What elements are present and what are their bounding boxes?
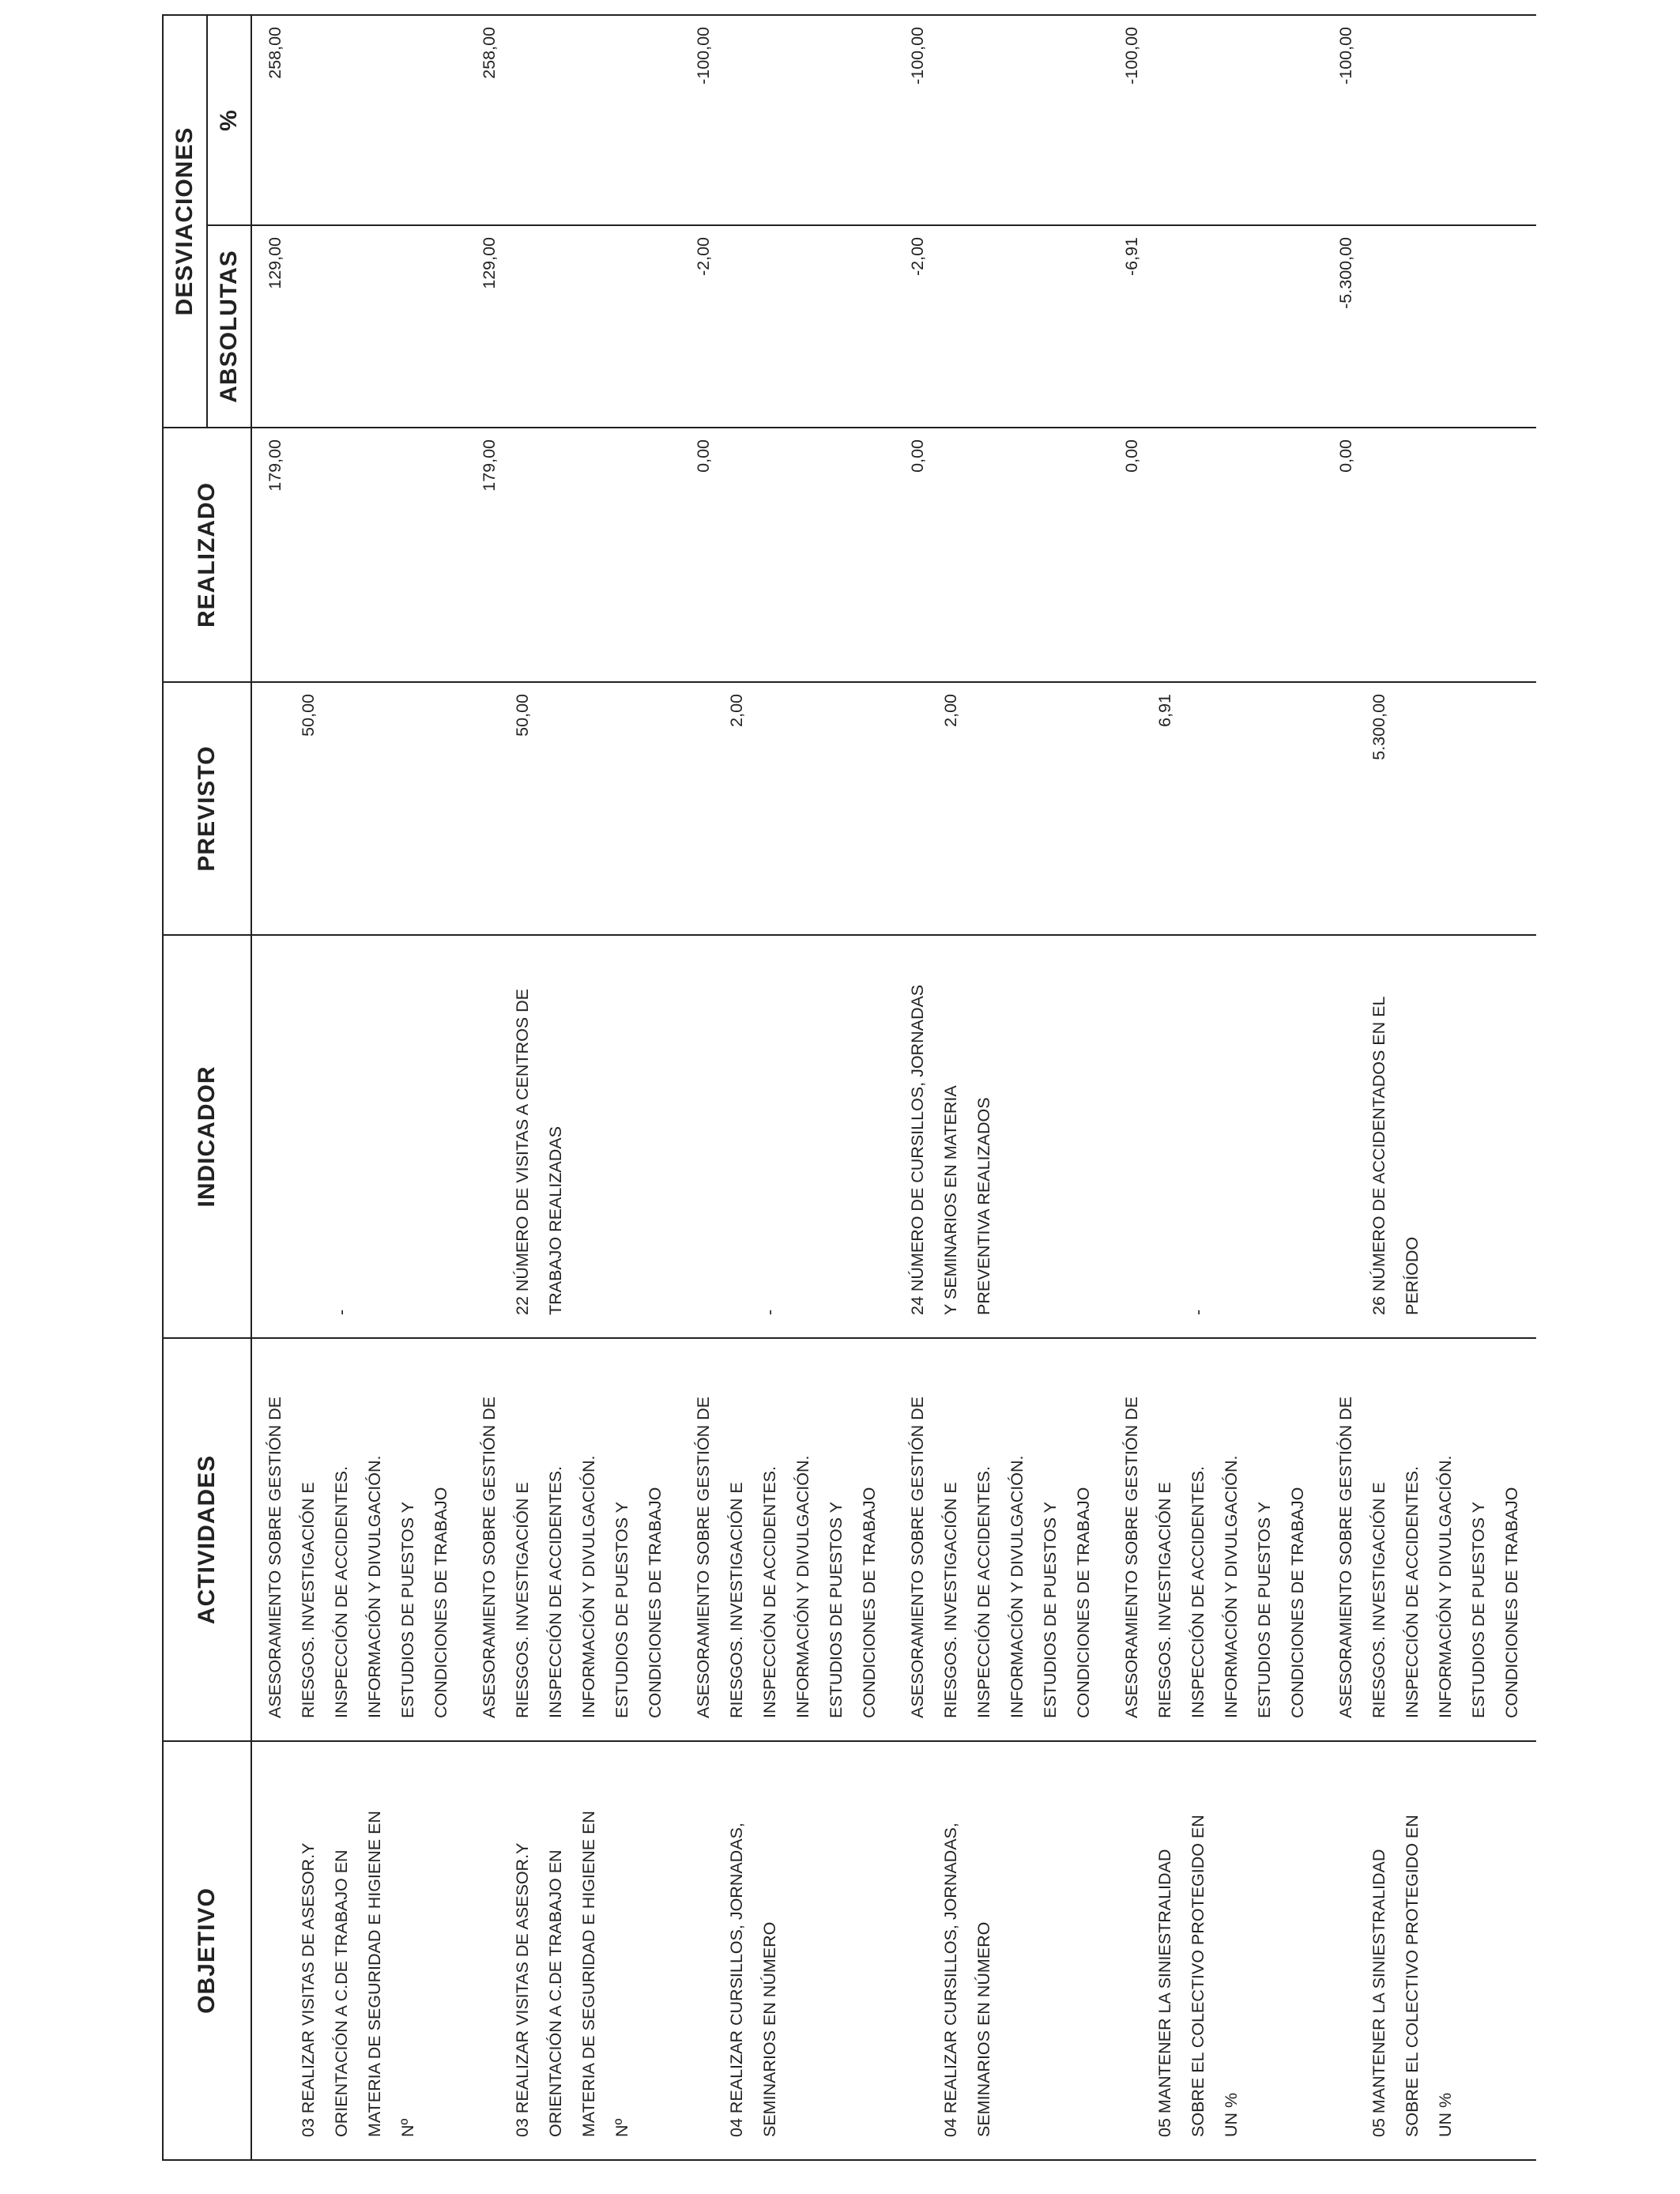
realizado-value: 179,00 — [480, 439, 499, 492]
cell-objetivo — [680, 1741, 895, 2160]
cell-previsto — [680, 682, 895, 935]
cell-absolutas — [251, 225, 466, 428]
cell-previsto — [1323, 682, 1536, 935]
header-realizado: REALIZADO — [163, 428, 251, 682]
actividades-line: INFORMACIÓN Y DIVULGACIÓN. — [1436, 1455, 1456, 1718]
cell-porcentaje — [895, 15, 1109, 225]
cell-objetivo — [1109, 1741, 1323, 2160]
objetivo-line: ORIENTACIÓN A C.DE TRABAJO EN — [546, 1849, 566, 2137]
porcentaje-value: 258,00 — [480, 27, 499, 79]
actividades-line: INFORMACIÓN Y DIVULGACIÓN. — [579, 1455, 599, 1718]
cell-indicador — [680, 935, 895, 1338]
actividades-line: INFORMACIÓN Y DIVULGACIÓN. — [365, 1455, 384, 1718]
indicador-line: TRABAJO REALIZADAS — [546, 1126, 566, 1315]
objetivo-line: ORIENTACIÓN A C.DE TRABAJO EN — [332, 1849, 351, 2137]
actividades-line: ASESORAMIENTO SOBRE GESTIÓN DE — [1122, 1397, 1142, 1718]
cell-realizado — [895, 428, 1109, 682]
cell-objetivo — [1323, 1741, 1536, 2160]
actividades-line: RIESGOS. INVESTIGACIÓN E — [1155, 1482, 1175, 1718]
objetivo-line: MATERIA DE SEGURIDAD E HIGIENE EN — [579, 1811, 599, 2137]
actividades-line: RIESGOS. INVESTIGACIÓN E — [727, 1482, 747, 1718]
cell-previsto — [895, 682, 1109, 935]
cell-objetivo — [895, 1741, 1109, 2160]
objetivo-line: UN % — [1436, 2092, 1456, 2137]
indicador-line: PERÍODO — [1403, 1236, 1422, 1315]
previsto-value: 5.300,00 — [1369, 694, 1389, 760]
table-body — [251, 15, 1536, 2160]
table-row — [680, 15, 895, 2160]
cell-porcentaje — [466, 15, 680, 225]
realizado-value: 0,00 — [1122, 439, 1142, 473]
indicador-line: 22 NÚMERO DE VISITAS A CENTROS DE — [513, 989, 533, 1315]
previsto-value: 50,00 — [299, 694, 318, 737]
cell-absolutas — [895, 225, 1109, 428]
absolutas-value: 129,00 — [266, 237, 284, 289]
header-actividades: ACTIVIDADES — [163, 1338, 251, 1741]
actividades-line: CONDICIONES DE TRABAJO — [1502, 1487, 1522, 1718]
actividades-line: CONDICIONES DE TRABAJO — [860, 1487, 880, 1718]
cell-previsto — [1109, 682, 1323, 935]
cell-absolutas — [680, 225, 895, 428]
actividades-line: ASESORAMIENTO SOBRE GESTIÓN DE — [480, 1397, 499, 1718]
objetivo-line: SEMINARIOS EN NÚMERO — [760, 1921, 780, 2137]
objectives-table — [162, 14, 1536, 2161]
table-row — [466, 15, 680, 2160]
cell-realizado — [1323, 428, 1536, 682]
table-header — [163, 15, 251, 2160]
cell-porcentaje — [1109, 15, 1323, 225]
objetivo-line: 03 REALIZAR VISITAS DE ASESOR.Y — [299, 1842, 318, 2137]
actividades-line: ESTUDIOS DE PUESTOS Y — [827, 1502, 846, 1718]
cell-absolutas — [1109, 225, 1323, 428]
objetivo-line: Nº — [612, 2118, 632, 2137]
objetivo-line: SOBRE EL COLECTIVO PROTEGIDO EN — [1403, 1815, 1422, 2137]
header-absolutas: ABSOLUTAS — [207, 225, 251, 428]
realizado-value: 0,00 — [1336, 439, 1356, 473]
cell-porcentaje — [1323, 15, 1536, 225]
cell-objetivo — [466, 1741, 680, 2160]
cell-porcentaje — [251, 15, 466, 225]
actividades-line: INSPECCIÓN DE ACCIDENTES. — [1188, 1466, 1208, 1718]
objetivo-line: MATERIA DE SEGURIDAD E HIGIENE EN — [365, 1811, 384, 2137]
cell-previsto — [251, 682, 466, 935]
indicador-line: - — [760, 1309, 780, 1315]
actividades-line: ESTUDIOS DE PUESTOS Y — [1255, 1502, 1275, 1718]
actividades-line: INSPECCIÓN DE ACCIDENTES. — [332, 1466, 351, 1718]
indicador-line: - — [1188, 1309, 1208, 1315]
actividades-line: ASESORAMIENTO SOBRE GESTIÓN DE — [266, 1397, 284, 1718]
porcentaje-value: -100,00 — [908, 27, 928, 85]
indicador-line: 24 NÚMERO DE CURSILLOS, JORNADAS — [908, 984, 928, 1315]
absolutas-value: 129,00 — [480, 237, 499, 289]
cell-porcentaje — [680, 15, 895, 225]
actividades-line: INFORMACIÓN Y DIVULGACIÓN. — [793, 1455, 813, 1718]
header-objetivo: OBJETIVO — [163, 1741, 251, 2160]
objetivo-line: SOBRE EL COLECTIVO PROTEGIDO EN — [1188, 1815, 1208, 2137]
cell-realizado — [680, 428, 895, 682]
cell-indicador — [466, 935, 680, 1338]
objetivo-line: 04 REALIZAR CURSILLOS, JORNADAS, — [727, 1823, 747, 2137]
porcentaje-value: -100,00 — [1336, 27, 1356, 85]
indicador-line: 26 NÚMERO DE ACCIDENTADOS EN EL — [1369, 996, 1389, 1315]
cell-indicador — [1109, 935, 1323, 1338]
absolutas-value: -2,00 — [694, 237, 714, 277]
cell-indicador — [1323, 935, 1536, 1338]
header-indicador: INDICADOR — [163, 935, 251, 1338]
cell-indicador — [251, 935, 466, 1338]
actividades-line: RIESGOS. INVESTIGACIÓN E — [299, 1482, 318, 1718]
actividades-line: INFORMACIÓN Y DIVULGACIÓN. — [1008, 1455, 1027, 1718]
objetivo-line: Nº — [398, 2118, 417, 2137]
indicador-line: - — [332, 1309, 351, 1315]
previsto-value: 6,91 — [1155, 694, 1175, 727]
actividades-line: RIESGOS. INVESTIGACIÓN E — [1369, 1482, 1389, 1718]
cell-realizado — [466, 428, 680, 682]
cell-previsto — [466, 682, 680, 935]
header-desviaciones: DESVIACIONES — [163, 15, 207, 428]
realizado-value: 179,00 — [266, 439, 284, 492]
cell-actividades — [895, 1338, 1109, 1741]
cell-actividades — [680, 1338, 895, 1741]
porcentaje-value: -100,00 — [694, 27, 714, 85]
actividades-line: ESTUDIOS DE PUESTOS Y — [398, 1502, 417, 1718]
objetivo-line: SEMINARIOS EN NÚMERO — [974, 1921, 994, 2137]
realizado-value: 0,00 — [908, 439, 928, 473]
cell-absolutas — [466, 225, 680, 428]
cell-absolutas — [1323, 225, 1536, 428]
objetivo-line: UN % — [1222, 2092, 1241, 2137]
previsto-value: 50,00 — [513, 694, 533, 737]
objetivo-line: 04 REALIZAR CURSILLOS, JORNADAS, — [941, 1823, 961, 2137]
indicador-line: PREVENTIVA REALIZADOS — [974, 1097, 994, 1315]
header-porcentaje: % — [207, 15, 251, 225]
table-row — [895, 15, 1109, 2160]
actividades-line: ASESORAMIENTO SOBRE GESTIÓN DE — [694, 1397, 714, 1718]
cell-realizado — [1109, 428, 1323, 682]
header-previsto: PREVISTO — [163, 682, 251, 935]
cell-objetivo — [251, 1741, 466, 2160]
actividades-line: ESTUDIOS DE PUESTOS Y — [1469, 1502, 1489, 1718]
table-row — [251, 15, 466, 2160]
indicador-line: Y SEMINARIOS EN MATERIA — [941, 1085, 961, 1315]
actividades-line: ESTUDIOS DE PUESTOS Y — [1041, 1502, 1060, 1718]
report-sheet — [162, 16, 1536, 2161]
actividades-line: INSPECCIÓN DE ACCIDENTES. — [1403, 1466, 1422, 1718]
absolutas-value: -2,00 — [908, 237, 928, 277]
actividades-line: ASESORAMIENTO SOBRE GESTIÓN DE — [908, 1397, 928, 1718]
cell-actividades — [466, 1338, 680, 1741]
porcentaje-value: -100,00 — [1122, 27, 1142, 85]
objetivo-line: 05 MANTENER LA SINIESTRALIDAD — [1155, 1849, 1175, 2137]
actividades-line: INSPECCIÓN DE ACCIDENTES. — [974, 1466, 994, 1718]
cell-actividades — [1323, 1338, 1536, 1741]
objetivo-line: 03 REALIZAR VISITAS DE ASESOR.Y — [513, 1842, 533, 2137]
actividades-line: INFORMACIÓN Y DIVULGACIÓN. — [1222, 1455, 1241, 1718]
actividades-line: CONDICIONES DE TRABAJO — [431, 1487, 450, 1718]
porcentaje-value: 258,00 — [266, 27, 284, 79]
realizado-value: 0,00 — [694, 439, 714, 473]
table-row — [1323, 15, 1536, 2160]
previsto-value: 2,00 — [727, 694, 747, 727]
actividades-line: CONDICIONES DE TRABAJO — [1288, 1487, 1308, 1718]
actividades-line: ASESORAMIENTO SOBRE GESTIÓN DE — [1336, 1397, 1356, 1718]
actividades-line: CONDICIONES DE TRABAJO — [1074, 1487, 1094, 1718]
actividades-line: RIESGOS. INVESTIGACIÓN E — [513, 1482, 533, 1718]
objetivo-line: 05 MANTENER LA SINIESTRALIDAD — [1369, 1849, 1389, 2137]
actividades-line: RIESGOS. INVESTIGACIÓN E — [941, 1482, 961, 1718]
actividades-line: ESTUDIOS DE PUESTOS Y — [612, 1502, 632, 1718]
previsto-value: 2,00 — [941, 694, 961, 727]
actividades-line: INSPECCIÓN DE ACCIDENTES. — [760, 1466, 780, 1718]
cell-actividades — [1109, 1338, 1323, 1741]
cell-actividades — [251, 1338, 466, 1741]
actividades-line: INSPECCIÓN DE ACCIDENTES. — [546, 1466, 566, 1718]
cell-indicador — [895, 935, 1109, 1338]
absolutas-value: -6,91 — [1122, 237, 1142, 277]
cell-realizado — [251, 428, 466, 682]
absolutas-value: -5.300,00 — [1336, 237, 1356, 309]
actividades-line: CONDICIONES DE TRABAJO — [646, 1487, 665, 1718]
table-row — [1109, 15, 1323, 2160]
